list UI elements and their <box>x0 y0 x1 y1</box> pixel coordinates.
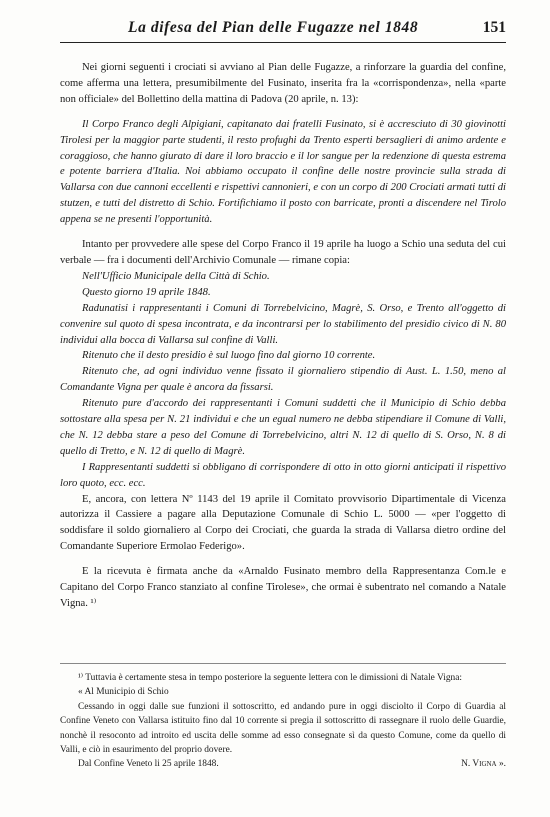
minutes-heading: Nell'Ufficio Municipale della Città di Schio. <box>82 270 270 282</box>
footnote-1: ¹⁾ Tuttavia è certamente stesa in tempo posteriore la seguente lettera con le dimissioni di Natale Vigna: <box>78 673 462 683</box>
footnote-signature-row <box>60 757 506 771</box>
paragraph-expenses: Intanto per provvedere alle spese del Corpo Franco il 19 aprile ha luogo a Schio una seduta del cui verbale — fra i documenti dell'Archivio Comunale — rimane copia: <box>60 239 506 266</box>
minutes-date: Questo giorno 19 aprile 1848. <box>82 286 211 298</box>
paragraph-intro: Nei giorni seguenti i crociati si avviano al Pian delle Fugazze, a rinforzare la guardia del confine, come afferma una lettera, presumibilmente del Fusinato, inserita fra la «corrispondenza», nella «parte non officiale» del Bollettino della mattina di Padova (20 aprile, n. 13): <box>60 62 506 105</box>
minutes-item-4: Ritenuto pure d'accordo dei rappresentanti i Comuni suddetti che il Municipio di Schio debba sottostare alla spesa per N. 21 individui e che un egual numero ne debba stipendiare il Comune di Valli, che N. 12 debba stare a peso del Comune di Torrebelvicino, altri N. 12 di quello di S. Orso, N. 8 di quello di Tretto, e N. 12 di quello di Magrè. <box>60 398 506 457</box>
minutes-item-3: Ritenuto che, ad ogni individuo venne fissato il giornaliero stipendio di Aust. L. 1.50, meno al Comandante Vigna per quale è ancora da fissarsi. <box>60 366 506 394</box>
footnotes <box>60 671 506 772</box>
footnote-salutation: « Al Municipio di Schio <box>78 687 169 698</box>
main-text <box>60 60 506 612</box>
page-number: 151 <box>482 19 506 36</box>
paragraph-receipt: E la ricevuta è firmata anche da «Arnaldo Fusinato membro della Rappresentanza Com.le e Capitano del Corpo Franco stanziato al confine Tirolese», che ormai è subentrato nel comando a Natale Vigna. ¹⁾ <box>60 566 506 609</box>
running-title: La difesa del Pian delle Fugazze nel 1848 <box>128 19 419 36</box>
minutes-item-1: Radunatisi i rappresentanti i Comuni di Torrebelvicino, Magrè, S. Orso, e Trento all'oggetto di convenire sul quoto di spesa incontrata, e da incontrarsi per lo stabilimento del presidio civico di N. 80 individui alla bocca di Vallarsa sul confine di Valli. <box>60 302 506 346</box>
footnote-place-date: Dal Confine Veneto li 25 aprile 1848. <box>78 759 219 770</box>
minutes-item-2: Ritenuto che il desto presidio è sul luogo fino dal giorno 10 corrente. <box>82 350 376 362</box>
header-rule <box>60 42 506 43</box>
quoted-letter: Il Corpo Franco degli Alpigiani, capitanato dai fratelli Fusinato, si è accresciuto di 30 giovinotti Tirolesi per la maggior parte studenti, il resto profughi da Trento esperti bersaglieri di animo ardente e coraggioso, che hanno giurato di dare il loro braccio e il lor sangue per la redenzione di questa estrema e potente barriera d'Italia. Noi abbiamo occupato il confine delle nostre provincie sulla strada di Vallarsa con due cannoni eccellenti e rispettivi cannonieri, e con un corpo di 200 Crociati armati tutti di stutzen, e tutti del distretto di Schio. Fortifichiamo il posto con barricate, pronti a discendere nel Tirolo appena se ne presenti l'opportunità. <box>60 118 506 226</box>
footnote-signature: N. Vigna ». <box>461 759 506 770</box>
minutes-item-5: I Rappresentanti suddetti si obbligano di corrispondere di otto in otto giorni anticipati il rispettivo loro quoto, ecc. ecc. <box>60 461 506 489</box>
footnote-rule <box>60 663 506 664</box>
footnote-letter-body: Cessando in oggi dalle sue funzioni il sottoscritto, ed andando pure in oggi disciolto il Corpo di Guardia al Confine Veneto con Vallarsa istituito fino dal 10 corrente si pregia il sottoscritto di rassegnare il ruolo delle Guardie, nonchè il resoconto ad introito ed uscita delle somme ad esso consegnate sì da questo Comune, come da quello di Valli, e ciò in esaurimento del proprio dovere. <box>60 701 506 756</box>
running-header <box>60 16 506 42</box>
paragraph-letter-1143: E, ancora, con lettera Nº 1143 del 19 aprile il Comitato provvisorio Dipartimentale di Vicenza autorizza il Cassiere a pagare alla Deputazione Comunale di Schio L. 5000 — «per l'oggetto di soddisfare il soldo giornaliero al Corpo dei Crociati, che guarda la strada di Vallarsa dietro ordine del Comandante Superiore Ermolao Federigo». <box>60 493 506 553</box>
